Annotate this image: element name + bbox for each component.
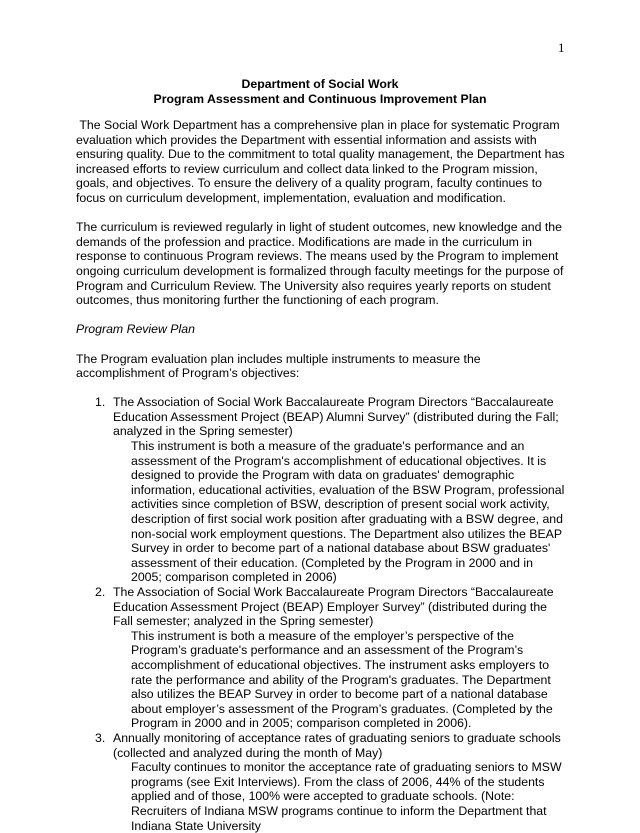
section-heading: Program Review Plan <box>76 322 195 337</box>
document-subtitle: Program Assessment and Continuous Improvement Plan <box>153 92 487 106</box>
intro-paragraph: The curriculum is reviewed regularly in light of student outcomes, new knowledge and the demands of the profession and practice. Modifications are made in the curriculum in response to continuous Program reviews. The means used by the Program to implement ongoing curriculum development is formalized through faculty meetings for the purpose of Program and Curriculum Review. The University also requires yearly reports on student outcomes, thus monitoring further the functioning of each program. <box>76 220 564 308</box>
list-item-description: Faculty continues to monitor the acceptance rate of graduating seniors to MSW programs (see Exit Interviews). From the class of 2006, 44% of the students applied and of those, 100% were accepted to graduate schools. (Note: Recruiters of Indiana MSW programs continue to inform the Department that Indiana State University <box>131 760 562 833</box>
instrument-list <box>76 395 566 833</box>
document-title: Department of Social Work <box>241 77 399 91</box>
document-body <box>76 118 566 833</box>
list-item-title: The Association of Social Work Baccalaureate Program Directors “Baccalaureate Education Assessment Project (BEAP) Alumni Survey” (distributed during the Fall; analyzed in the Spring semester) <box>113 395 559 439</box>
list-item-title: The Association of Social Work Baccalaureate Program Directors “Baccalaureate Education Assessment Project (BEAP) Employer Survey” (distributed during the Fall semester; analyzed in the Spring semester) <box>113 585 554 629</box>
intro-paragraph: The Social Work Department has a comprehensive plan in place for systematic Program evaluation which provides the Department with essential information and assists with ensuring quality. Due to the commitment to total quality management, the Department has increased efforts to review curriculum and collect data linked to the Program mission, goals, and objectives. To ensure the delivery of a quality program, faculty continues to focus on curriculum development, implementation, evaluation and modification. <box>76 118 568 205</box>
list-item-title: Annually monitoring of acceptance rates of graduating seniors to graduate schools (collected and analyzed during the month of May) <box>113 730 561 760</box>
list-item <box>76 395 566 585</box>
list-item <box>76 731 566 833</box>
list-item-number: 3. <box>95 730 106 745</box>
list-item-number: 1. <box>95 395 106 410</box>
list-item-description: This instrument is both a measure of the graduate's performance and an assessment of the Program's accomplishment of educational objectives. It is designed to provide the Program with data on graduates' demographic information, educational activities, evaluation of the BSW Program, professional activities since completion of BSW, description of present social work activity, description of first social work position after graduating with a BSW degree, and non-social work employment questions. The Department also utilizes the BEAP Survey in order to become part of a national database about BSW graduates' assessment of their education. (Completed by the Program in 2000 and in 2005; comparison completed in 2006) <box>131 439 565 585</box>
list-item-description: This instrument is both a measure of the employer’s perspective of the Program’s graduate's performance and an assessment of the Program’s accomplishment of educational objectives. The instrument asks employers to rate the performance and ability of the Program's graduates. The Department also utilizes the BEAP Survey in order to become part of a national database about employer’s assessment of the Program’s graduates. (Completed by the Program in 2000 and in 2005; comparison completed in 2006). <box>131 628 553 731</box>
list-item <box>76 585 566 731</box>
document-header <box>0 77 640 107</box>
section-intro: The Program evaluation plan includes multiple instruments to measure the accomplishment of Program’s objectives: <box>76 351 481 381</box>
list-item-number: 2. <box>95 585 106 599</box>
page-number: 1 <box>558 40 565 55</box>
